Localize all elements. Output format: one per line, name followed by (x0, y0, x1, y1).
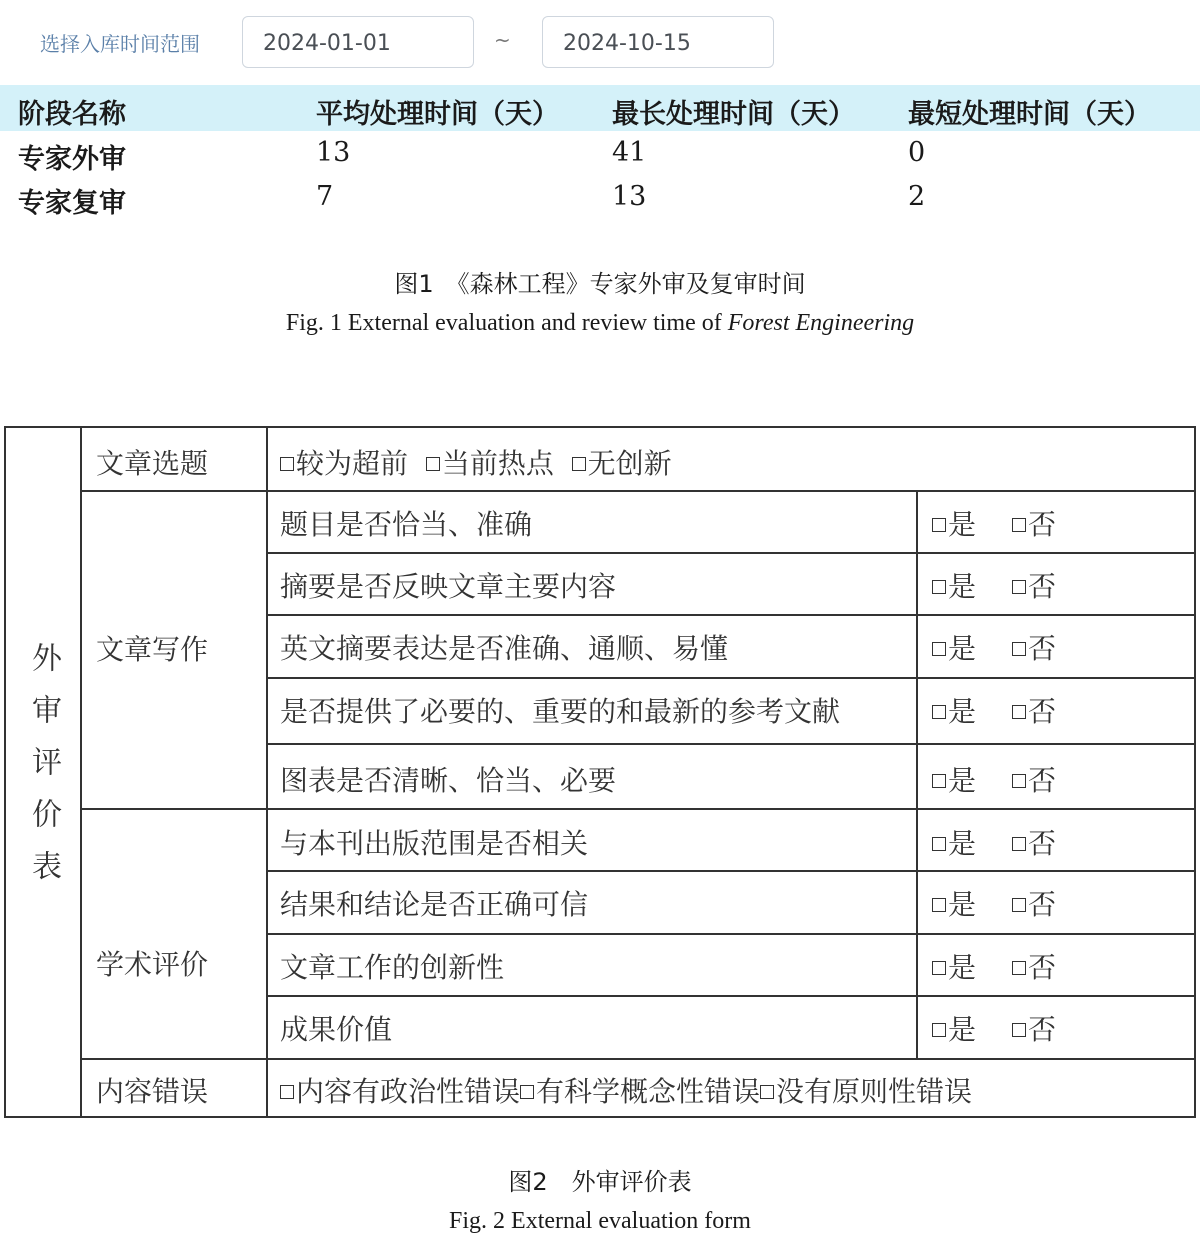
divider (80, 808, 1194, 810)
checkbox[interactable] (932, 961, 946, 975)
yes-no-options (932, 503, 1056, 543)
header-stage: 阶段名称 (18, 99, 126, 130)
criterion-text: 图表是否清晰、恰当、必要 (280, 764, 617, 797)
yes-option[interactable]: 是 (932, 690, 976, 730)
yes-option[interactable]: 是 (932, 565, 976, 605)
figure2-caption-en: Fig. 2 External evaluation form (449, 1208, 751, 1234)
processing-time-table (0, 85, 1200, 219)
checkbox[interactable] (932, 774, 946, 788)
date-range-label: 选择入库时间范围 (40, 32, 200, 56)
yes-option[interactable]: 是 (932, 1008, 976, 1048)
row-max: 13 (612, 181, 647, 212)
figure2-caption-cn: 图2 外审评价表 (508, 1168, 692, 1196)
no-option[interactable]: 否 (1012, 1008, 1056, 1048)
checkbox[interactable] (1012, 774, 1026, 788)
category-errors: 内容错误 (96, 1075, 209, 1108)
row-stage: 专家复审 (18, 188, 126, 219)
form-side-title (6, 428, 80, 1116)
yes-option[interactable]: 是 (932, 822, 976, 862)
end-date-input[interactable]: 2024-10-15 (542, 16, 774, 68)
checkbox[interactable] (932, 518, 946, 532)
topic-options (280, 442, 672, 482)
divider (266, 552, 1194, 554)
checkbox[interactable] (1012, 961, 1026, 975)
category-topic: 文章选题 (96, 447, 209, 480)
checkbox[interactable] (1012, 898, 1026, 912)
checkbox[interactable] (932, 1023, 946, 1037)
yes-no-options (932, 822, 1056, 862)
table-row (0, 175, 1200, 219)
error-options (280, 1070, 972, 1110)
no-option[interactable]: 否 (1012, 759, 1056, 799)
journal-name: Forest Engineering (727, 310, 915, 336)
checkbox[interactable] (932, 898, 946, 912)
checkbox[interactable] (932, 705, 946, 719)
table-header-row (0, 85, 1200, 131)
no-option[interactable]: 否 (1012, 503, 1056, 543)
checkbox[interactable] (932, 642, 946, 656)
criterion-text: 与本刊出版范围是否相关 (280, 827, 589, 860)
row-stage: 专家外审 (18, 144, 126, 175)
category-writing: 文章写作 (96, 633, 209, 666)
checkbox[interactable] (426, 457, 440, 471)
checkbox[interactable] (572, 457, 586, 471)
divider (916, 490, 918, 1058)
criterion-text: 成果价值 (280, 1013, 393, 1046)
criterion-text: 是否提供了必要的、重要的和最新的参考文献 (280, 695, 841, 728)
criterion-text: 结果和结论是否正确可信 (280, 888, 589, 921)
topic-option[interactable]: 当前热点 (426, 442, 554, 482)
divider (80, 1058, 1194, 1060)
divider (266, 933, 1194, 935)
criterion-text: 摘要是否反映文章主要内容 (280, 570, 617, 603)
criterion-text: 题目是否恰当、准确 (280, 508, 533, 541)
header-max: 最长处理时间（天） (612, 99, 855, 130)
row-min: 0 (908, 137, 926, 168)
yes-no-options (932, 1008, 1056, 1048)
yes-option[interactable]: 是 (932, 759, 976, 799)
criterion-text: 英文摘要表达是否准确、通顺、易懂 (280, 632, 729, 665)
no-option[interactable]: 否 (1012, 946, 1056, 986)
topic-option[interactable]: 无创新 (572, 442, 672, 482)
no-option[interactable]: 否 (1012, 565, 1056, 605)
row-avg: 7 (316, 181, 334, 212)
checkbox[interactable] (1012, 642, 1026, 656)
yes-no-options (932, 883, 1056, 923)
divider (266, 870, 1194, 872)
yes-option[interactable]: 是 (932, 946, 976, 986)
row-avg: 13 (316, 137, 351, 168)
figure1-caption-en-prefix: Fig. 1 External evaluation and review time of (285, 310, 728, 336)
checkbox[interactable] (520, 1085, 534, 1099)
yes-no-options (932, 690, 1056, 730)
error-option[interactable]: 没有原则性错误 (760, 1070, 972, 1110)
divider (266, 743, 1194, 745)
form-title: 外审评价表 (26, 642, 61, 902)
figure1-caption-cn: 图1 《森林工程》专家外审及复审时间 (394, 270, 806, 298)
yes-option[interactable]: 是 (932, 627, 976, 667)
no-option[interactable]: 否 (1012, 690, 1056, 730)
checkbox[interactable] (1012, 1023, 1026, 1037)
divider (266, 428, 268, 1116)
header-min: 最短处理时间（天） (908, 99, 1151, 130)
divider (80, 428, 82, 1116)
yes-no-options (932, 627, 1056, 667)
divider (80, 490, 1194, 492)
checkbox[interactable] (1012, 580, 1026, 594)
checkbox[interactable] (932, 837, 946, 851)
checkbox[interactable] (1012, 518, 1026, 532)
divider (266, 995, 1194, 997)
no-option[interactable]: 否 (1012, 883, 1056, 923)
checkbox[interactable] (280, 1085, 294, 1099)
checkbox[interactable] (760, 1085, 774, 1099)
checkbox[interactable] (932, 580, 946, 594)
yes-no-options (932, 565, 1056, 605)
row-min: 2 (908, 181, 926, 212)
no-option[interactable]: 否 (1012, 627, 1056, 667)
yes-option[interactable]: 是 (932, 883, 976, 923)
checkbox[interactable] (280, 457, 294, 471)
criterion-text: 文章工作的创新性 (280, 951, 505, 984)
category-academic: 学术评价 (96, 948, 209, 981)
figure1-caption-en (0, 310, 1200, 337)
topic-option[interactable]: 较为超前 (280, 442, 408, 482)
divider (266, 677, 1194, 679)
error-option[interactable]: 有科学概念性错误 (520, 1070, 760, 1110)
yes-no-options (932, 946, 1056, 986)
header-avg: 平均处理时间（天） (316, 99, 559, 130)
evaluation-form (4, 426, 1196, 1118)
row-max: 41 (612, 137, 647, 168)
yes-option[interactable]: 是 (932, 503, 976, 543)
divider (266, 614, 1194, 616)
start-date-input[interactable]: 2024-01-01 (242, 16, 474, 68)
checkbox[interactable] (1012, 837, 1026, 851)
date-range-separator: ~ (494, 28, 511, 52)
checkbox[interactable] (1012, 705, 1026, 719)
date-range-filter (0, 0, 1200, 80)
yes-no-options (932, 759, 1056, 799)
error-option[interactable]: 内容有政治性错误 (280, 1070, 520, 1110)
no-option[interactable]: 否 (1012, 822, 1056, 862)
table-row (0, 131, 1200, 175)
